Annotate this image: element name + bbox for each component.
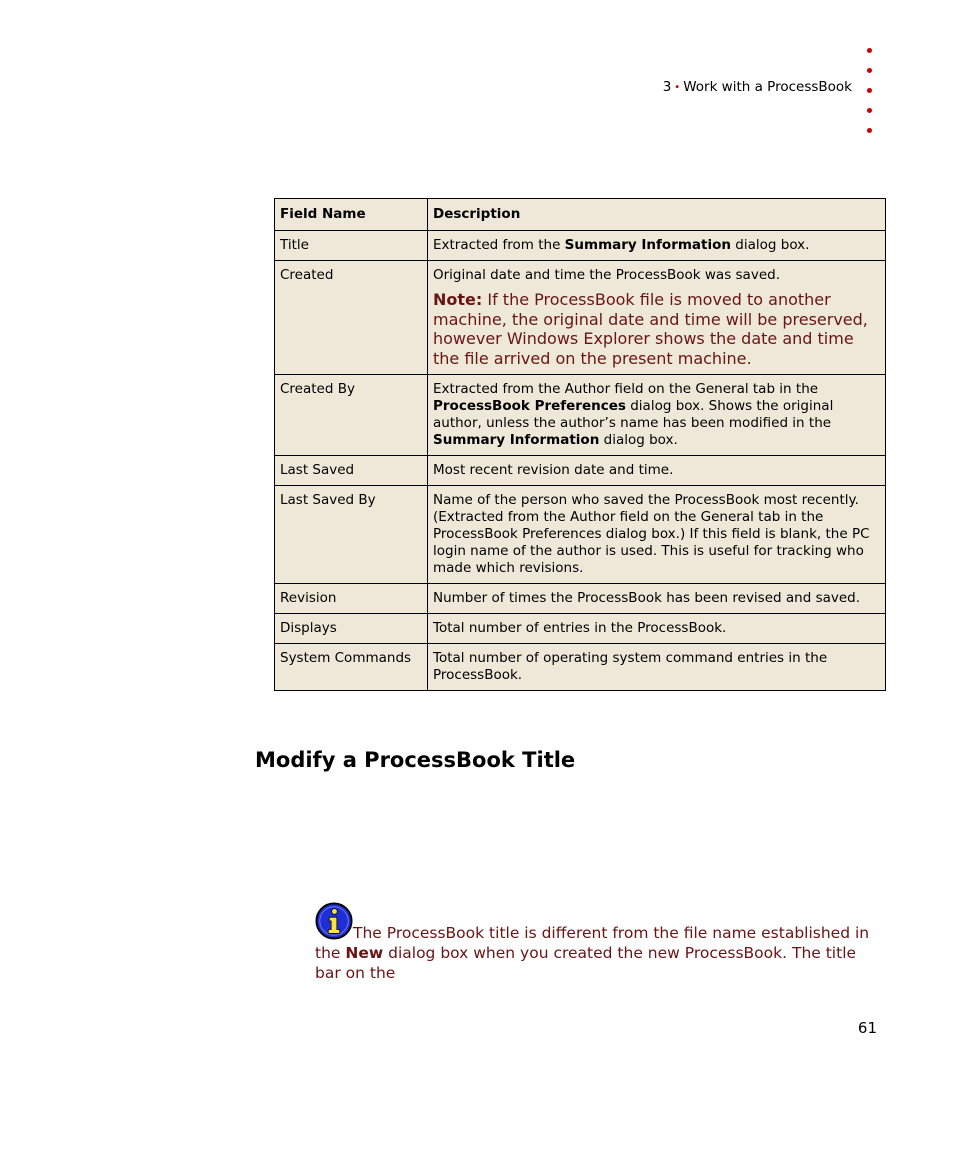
- table-row: [275, 614, 886, 644]
- column-header-description: Description: [428, 199, 886, 231]
- description-text: [433, 381, 880, 449]
- description-text: [433, 492, 880, 577]
- field-name-cell: Last Saved: [275, 456, 428, 486]
- table-row: [275, 375, 886, 456]
- table-row: [275, 231, 886, 261]
- text-run: Original date and time the ProcessBook was saved.: [433, 267, 780, 283]
- description-text: [433, 620, 880, 637]
- text-run: Extracted from the: [433, 237, 565, 253]
- text-run: dialog box. Shows the original author, unless the author’s name has been modified in the: [433, 398, 834, 431]
- field-name-cell: Created By: [275, 375, 428, 456]
- bold-text-run: Summary Information: [433, 432, 600, 448]
- column-header-field-name: Field Name: [275, 199, 428, 231]
- info-note: [315, 902, 875, 983]
- field-name-cell: Title: [275, 231, 428, 261]
- description-cell: [428, 584, 886, 614]
- chapter-number: 3: [662, 79, 672, 95]
- text-run: dialog box.: [731, 237, 810, 253]
- note-text: [433, 290, 880, 368]
- description-cell: [428, 644, 886, 691]
- description-cell: [428, 231, 886, 261]
- bullet-dot: [867, 128, 872, 133]
- text-run: Total number of operating system command entries in the ProcessBook.: [433, 650, 828, 683]
- description-text: [433, 462, 880, 479]
- table-body: [275, 231, 886, 691]
- text-run: dialog box when you created the new ProcessBook. The title bar on the: [315, 944, 857, 982]
- description-cell: [428, 456, 886, 486]
- bold-text-run: New: [345, 944, 384, 962]
- bullet-dot: [867, 88, 872, 93]
- description-text: [433, 590, 880, 607]
- field-name-cell: Last Saved By: [275, 486, 428, 584]
- field-name-cell: System Commands: [275, 644, 428, 691]
- text-run: Extracted from the Author field on the General tab in the: [433, 381, 819, 397]
- note-body: If the ProcessBook file is moved to another machine, the original date and time will be preserved, however Windows Explorer shows the date and time the file arrived on the present machine.: [433, 290, 868, 368]
- section-heading: Modify a ProcessBook Title: [255, 748, 576, 772]
- field-name-cell: Created: [275, 261, 428, 375]
- field-name-cell: Revision: [275, 584, 428, 614]
- table-row: [275, 486, 886, 584]
- note-label: Note:: [433, 290, 483, 309]
- text-run: Most recent revision date and time.: [433, 462, 674, 478]
- page-number: 61: [857, 1019, 877, 1037]
- table-row: [275, 261, 886, 375]
- description-cell: [428, 614, 886, 644]
- bullet-dot: [867, 108, 872, 113]
- bullet-dot: [867, 48, 872, 53]
- chapter-title: Work with a ProcessBook: [683, 79, 852, 95]
- running-header: [640, 79, 852, 95]
- table-row: [275, 456, 886, 486]
- text-run: The ProcessBook title is different from the file name established in the: [315, 924, 870, 962]
- header-separator: •: [674, 82, 681, 93]
- margin-bullet-decoration: [864, 48, 876, 148]
- description-text: [433, 650, 880, 684]
- table-row: [275, 644, 886, 691]
- text-run: Number of times the ProcessBook has been revised and saved.: [433, 590, 861, 606]
- field-description-table: [274, 198, 886, 691]
- description-cell: [428, 375, 886, 456]
- info-text: [315, 924, 869, 982]
- field-name-cell: Displays: [275, 614, 428, 644]
- bold-text-run: Summary Information: [564, 237, 731, 253]
- table-header-row: [275, 199, 886, 231]
- text-run: Total number of entries in the ProcessBook.: [433, 620, 727, 636]
- text-run: Name of the person who saved the ProcessBook most recently. (Extracted from the Author field on the General tab in the ProcessBook Preferences dialog box.) If this field is blank, the PC login name of the author is used. This is useful for tracking who made which revisions.: [433, 492, 870, 576]
- text-run: dialog box.: [599, 432, 678, 448]
- description-text: [433, 267, 880, 284]
- bold-text-run: ProcessBook Preferences: [433, 398, 626, 414]
- bullet-dot: [867, 68, 872, 73]
- description-text: [433, 237, 880, 254]
- description-cell: [428, 261, 886, 375]
- info-icon: [315, 902, 353, 940]
- table-row: [275, 584, 886, 614]
- description-cell: [428, 486, 886, 584]
